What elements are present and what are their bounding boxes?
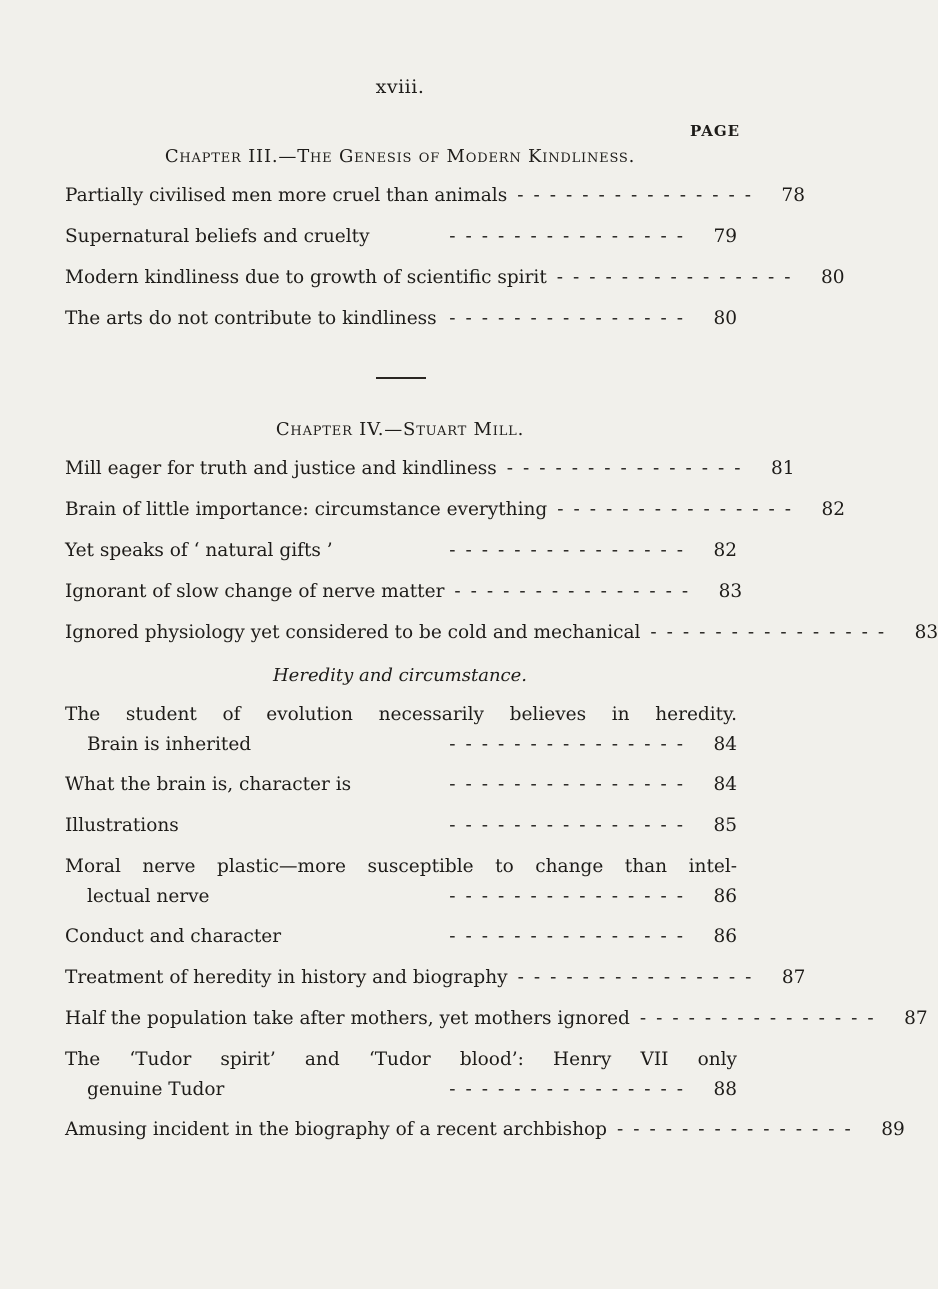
page-number: xviii.	[375, 76, 425, 98]
leader-dots: ---------------	[617, 1119, 861, 1140]
leader-dots: ---------------	[449, 540, 693, 561]
entry-text: Amusing incident in the biography of a recent archbishop	[65, 1119, 607, 1140]
entry-page: 83	[718, 581, 743, 602]
entry-text: The arts do not contribute to kindliness	[65, 308, 437, 329]
toc-entry	[65, 811, 737, 841]
leader-dots: ---------------	[650, 622, 895, 643]
toc-entry	[65, 181, 805, 211]
entry-text: Modern kindliness due to growth of scientific spirit	[65, 267, 547, 288]
leader-dots: ---------------	[449, 1079, 693, 1100]
entry-page: 82	[713, 540, 737, 561]
toc-entry	[65, 852, 737, 912]
toc-entry	[65, 700, 737, 760]
entry-page: 85	[713, 815, 737, 836]
entry-page: 89	[881, 1119, 905, 1140]
page-column-label: PAGE	[690, 122, 741, 140]
leader-dots: ---------------	[449, 886, 693, 907]
leader-dots: ---------------	[449, 308, 693, 329]
toc-entry	[65, 922, 737, 952]
entry-page: 81	[771, 458, 795, 479]
entry-page: 83	[914, 622, 938, 643]
leader-dots: ---------------	[449, 226, 693, 247]
leader-dots: ---------------	[449, 926, 693, 947]
entry-text: What the brain is, character is	[65, 774, 352, 795]
entry-text: Treatment of heredity in history and biography	[65, 967, 508, 988]
toc-entry	[65, 222, 737, 252]
entry-text: Yet speaks of ‘ natural gifts ’	[65, 540, 333, 561]
entry-page: 78	[781, 185, 805, 206]
toc-entry	[65, 304, 737, 334]
leader-dots: ---------------	[556, 267, 801, 288]
entry-page: 84	[713, 774, 737, 795]
entry-page: 84	[713, 734, 737, 755]
entry-lead: The student of evolution necessarily believes in heredity.	[65, 704, 737, 725]
entry-text: lectual nerve	[87, 886, 210, 907]
chapter-heading: Chapter III.—The Genesis of Modern Kindliness.	[164, 146, 636, 167]
leader-dots: ---------------	[639, 1008, 884, 1029]
entry-text: Partially civilised men more cruel than animals	[65, 185, 508, 206]
toc-entry	[65, 1115, 905, 1145]
entry-lead: The ‘Tudor spirit’ and ‘Tudor blood’: Henry VII only	[65, 1049, 737, 1070]
entry-page: 80	[713, 308, 737, 329]
toc-entry	[65, 263, 845, 293]
leader-dots: ---------------	[506, 458, 751, 479]
entry-page: 86	[713, 926, 737, 947]
leader-dots: ---------------	[449, 774, 693, 795]
entry-page: 79	[713, 226, 737, 247]
entry-text: Brain is inherited	[87, 734, 252, 755]
leader-dots: ---------------	[449, 815, 693, 836]
section-rule	[376, 377, 426, 379]
leader-dots: ---------------	[557, 499, 802, 520]
entry-page: 87	[904, 1008, 928, 1029]
entry-text: Ignorant of slow change of nerve matter	[65, 581, 445, 602]
entry-page: 88	[713, 1079, 737, 1100]
toc-entry	[65, 577, 743, 607]
entry-text: Supernatural beliefs and cruelty	[65, 226, 370, 247]
leader-dots: ---------------	[454, 581, 699, 602]
leader-dots: ---------------	[449, 734, 693, 755]
entry-text: Illustrations	[65, 815, 179, 836]
entry-page: 82	[821, 499, 846, 520]
entry-text: Mill eager for truth and justice and kindliness	[65, 458, 497, 479]
entry-page: 86	[713, 886, 737, 907]
entry-text: Half the population take after mothers, yet mothers ignored	[65, 1008, 630, 1029]
chapter-heading: Chapter IV.—Stuart Mill.	[275, 419, 525, 440]
entry-page: 87	[781, 967, 806, 988]
toc-entry	[65, 495, 846, 525]
leader-dots: ---------------	[517, 185, 761, 206]
toc-entry	[65, 1004, 928, 1034]
toc-entry	[65, 454, 795, 484]
leader-dots: ---------------	[517, 967, 762, 988]
entry-text: genuine Tudor	[87, 1079, 225, 1100]
toc-entry	[65, 770, 737, 800]
toc-entry	[65, 1045, 737, 1105]
toc-entry	[65, 536, 737, 566]
toc-entry	[65, 963, 806, 993]
entry-text: Brain of little importance: circumstance everything	[65, 499, 548, 520]
entry-lead: Moral nerve plastic—more susceptible to change than intel-	[65, 856, 737, 877]
entry-text: Ignored physiology yet considered to be cold and mechanical	[65, 622, 641, 643]
section-subheading: Heredity and circumstance.	[272, 665, 527, 686]
entry-page: 80	[821, 267, 845, 288]
toc-entry	[65, 618, 938, 648]
entry-text: Conduct and character	[65, 926, 282, 947]
